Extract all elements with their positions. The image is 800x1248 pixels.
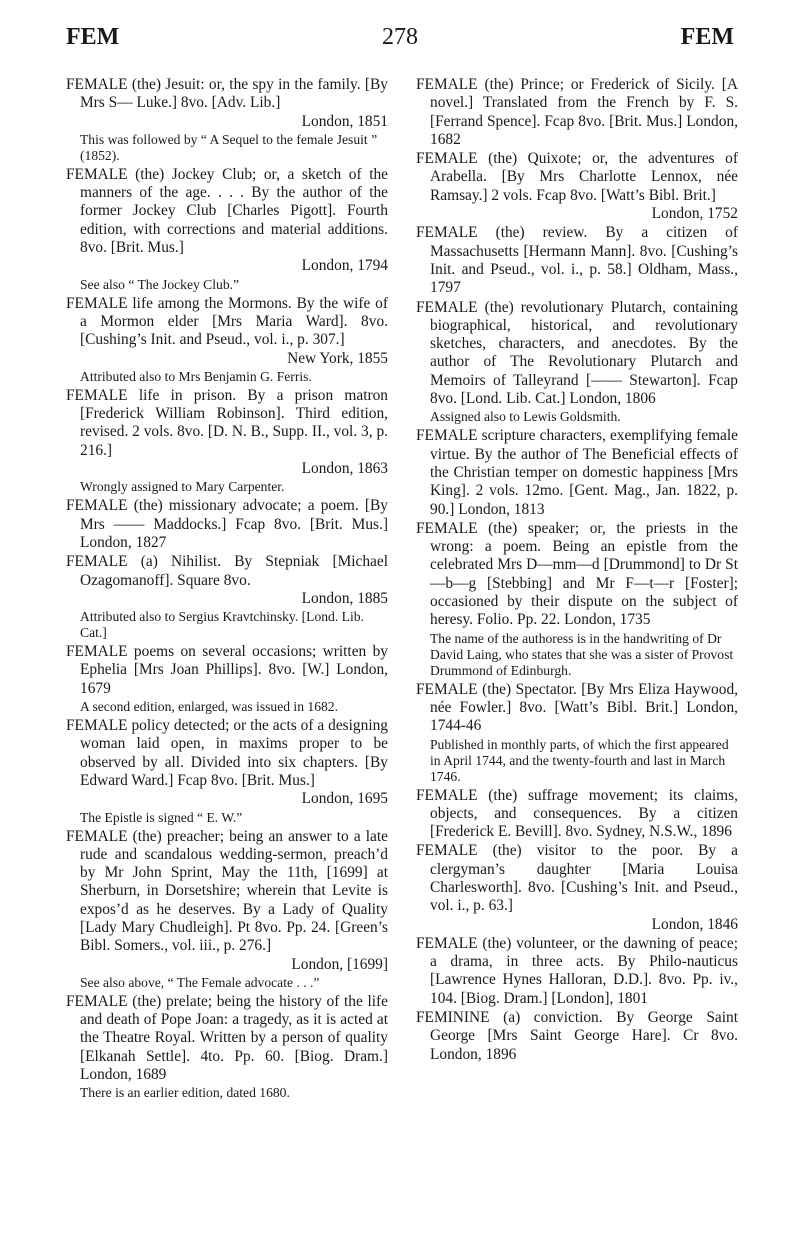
entry-text: FEMALE (the) Prince; or Frederick of Sicily. [A novel.] Translated from the French by F. S. [Ferrand Spence]. Fcap 8vo. [Brit. Mus.] London, 1682 — [416, 76, 738, 148]
entry-text: FEMALE (the) missionary advocate; a poem. [By Mrs —— Maddocks.] Fcap 8vo. [Brit. Mus.] London, 1827 — [66, 497, 388, 551]
entry-text: FEMALE (the) suffrage movement; its claims, objects, and consequences. By a citizen [Frederick E. Bevill]. 8vo. Sydney, N.S.W., 1896 — [416, 786, 738, 841]
catalog-entry — [66, 497, 388, 552]
catalog-entry — [66, 166, 388, 276]
entry-note: Wrongly assigned to Mary Carpenter. — [80, 479, 285, 495]
catalog-entry — [416, 520, 738, 630]
entry-imprint: London, 1794 — [301, 257, 388, 275]
entry-text: FEMALE scripture characters, exemplifying female virtue. By the author of The Beneficial effects of the Christian temper on domestic happiness [Mrs King]. 2 vols. 12mo. [Gent. Mag., Jan. 1822, p. 90.] London, 1813 — [416, 427, 738, 518]
catalog-entry — [66, 553, 388, 608]
entry-text: FEMALE (the) Quixote; or, the adventures of Arabella. [By Mrs Charlotte Lennox, née Ramsay.] 2 vols. Fcap 8vo. [Watt’s Bibl. Brit.] — [416, 150, 738, 204]
entry-text: FEMALE life among the Mormons. By the wife of a Mormon elder [Mrs Maria Ward]. 8vo. [Cushing’s Init. and Pseud., vol. i., p. 307.] — [66, 294, 388, 349]
entry-text: FEMALE life in prison. By a prison matron [Frederick William Robinson]. Third edition, revised. 2 vols. 8vo. [D. N. B., Supp. II., vol. 3, p. 216.] — [66, 386, 388, 459]
entry-text: FEMALE (the) revolutionary Plutarch, containing biographical, historical, and revolutionary sketches, characters, and anecdotes. By the author of The Revolutionary Plutarch and Memoirs of Talleyrand [—— Stewarton]. Fcap 8vo. [Lond. Lib. Cat.] London, 1806 — [416, 298, 738, 408]
entry-text: FEMALE (the) review. By a citizen of Massachusetts [Hermann Mann]. 8vo. [Cushing’s Init. and Pseud., vol. i., p. 58.] Oldham, Mass., 1797 — [416, 224, 738, 297]
entry-imprint: London, 1851 — [301, 112, 388, 130]
catalog-entry — [416, 76, 738, 149]
catalog-entry — [416, 150, 738, 223]
header-left-word: FEM — [66, 24, 120, 50]
catalog-entry — [416, 1009, 738, 1064]
entry-imprint: London, 1863 — [301, 460, 388, 478]
catalog-entry — [66, 828, 388, 974]
entry-text: FEMALE (the) visitor to the poor. By a clergyman’s daughter [Maria Louisa Charlesworth]. 8vo. [Cushing’s Init. and Pseud., vol. i., p. 63.] — [416, 842, 738, 915]
catalog-entry — [416, 224, 738, 297]
catalog-entry — [66, 295, 388, 368]
catalog-entry — [66, 387, 388, 478]
catalog-entry — [416, 299, 738, 409]
entry-note: This was followed by “ A Sequel to the female Jesuit ” (1852). — [80, 131, 378, 163]
entry-imprint: London, 1885 — [301, 589, 388, 607]
entry-text: FEMALE policy detected; or the acts of a designing woman laid open, in maxims proper to be observed by all. Divided into six chapters. [By Edward Ward.] Fcap 8vo. [Brit. Mus.] — [66, 717, 388, 789]
entry-note: The name of the authoress is in the handwriting of Dr David Laing, who states that she was a sister of Provost Drummond of Edinburgh. — [430, 630, 734, 678]
entry-imprint: New York, 1855 — [287, 349, 388, 367]
entry-note: The Epistle is signed “ E. W.” — [80, 809, 243, 825]
catalog-entry — [66, 993, 388, 1084]
entry-text: FEMALE (a) Nihilist. By Stepniak [Michael Ozagomanoff]. Square 8vo. — [66, 553, 388, 589]
entry-imprint: London, [1699] — [291, 955, 388, 973]
entry-text: FEMALE (the) prelate; being the history of the life and death of Pope Joan: a tragedy, as it is acted at the Theatre Royal. Written by a person of quality [Elkanah Settle]. 4to. Pp. 60. [Biog. Dram.] London, 1689 — [66, 992, 388, 1084]
catalog-entry — [66, 643, 388, 698]
entry-note: A second edition, enlarged, was issued in 1682. — [80, 699, 338, 715]
entry-text: FEMALE (the) Jockey Club; or, a sketch of the manners of the age. . . . By the author of the former Jockey Club [Charles Pigott]. Fourth edition, with corrections and material additions. 8vo. [Brit. Mus.] — [66, 165, 388, 257]
catalog-entry — [416, 681, 738, 736]
catalog-entry — [416, 427, 738, 518]
entry-note: See also “ The Jockey Club.” — [80, 276, 240, 292]
page-number: 278 — [382, 24, 418, 50]
entry-note: See also above, “ The Female advocate . . .” — [80, 974, 320, 990]
entry-text: FEMALE poems on several occasions; written by Ephelia [Mrs Joan Phillips]. 8vo. [W.] London, 1679 — [66, 643, 388, 697]
left-column — [66, 76, 388, 1103]
entry-text: FEMININE (a) conviction. By George Saint George [Mrs Saint George Hare]. Cr 8vo. London, 1896 — [416, 1009, 738, 1063]
entry-note: There is an earlier edition, dated 1680. — [80, 1085, 290, 1101]
entry-note: Published in monthly parts, of which the first appeared in April 1744, and the twenty-fourth and last in March 1746. — [430, 736, 729, 784]
entry-imprint: London, 1846 — [651, 915, 738, 933]
entry-note: Attributed also to Mrs Benjamin G. Ferris. — [80, 368, 312, 384]
catalog-entry — [416, 935, 738, 1008]
catalog-entry — [66, 717, 388, 808]
header-right-word: FEM — [680, 24, 734, 50]
running-header — [66, 24, 734, 54]
entry-text: FEMALE (the) preacher; being an answer to a late rude and scandalous wedding-sermon, preach’d by Mr John Sprint, May the 11th, [1699] at Sherburn, in Dorsetshire; wherein that Levite is expos’d as he deserves. By a Lady of Quality [Lady Mary Chudleigh]. Pt 8vo. Pp. 24. [Green’s Bibl. Somers., vol. iii., p. 276.] — [66, 827, 388, 955]
entry-note: Attributed also to Sergius Kravtchinsky. [Lond. Lib. Cat.] — [80, 609, 364, 641]
right-column — [416, 76, 738, 1065]
entry-note: Assigned also to Lewis Goldsmith. — [430, 409, 621, 425]
entry-imprint: London, 1752 — [651, 205, 738, 223]
entry-imprint: London, 1695 — [301, 790, 388, 808]
entry-text: FEMALE (the) speaker; or, the priests in the wrong: a poem. Being an epistle from the celebrated Mrs D—mm—d [Drummond] to Dr St—b—g [Stebbing] and Mr F—t—r [Foster]; occasioned by their dispute on the subject of heresy. Folio. Pp. 22. London, 1735 — [416, 519, 738, 629]
entry-text: FEMALE (the) Spectator. [By Mrs Eliza Haywood, née Fowler.] 8vo. [Watt’s Bibl. Brit.] London, 1744-46 — [416, 680, 738, 735]
entry-text: FEMALE (the) volunteer, or the dawning of peace; a drama, in three acts. By Philo-nauticus [Lawrence Hynes Halloran, D.D.]. 8vo. Pp. iv., 104. [Biog. Dram.] [London], 1801 — [416, 934, 738, 1007]
entry-text: FEMALE (the) Jesuit: or, the spy in the family. [By Mrs S— Luke.] 8vo. [Adv. Lib.] — [66, 76, 388, 112]
catalog-entry — [66, 76, 388, 131]
catalog-entry — [416, 787, 738, 842]
catalog-entry — [416, 842, 738, 933]
